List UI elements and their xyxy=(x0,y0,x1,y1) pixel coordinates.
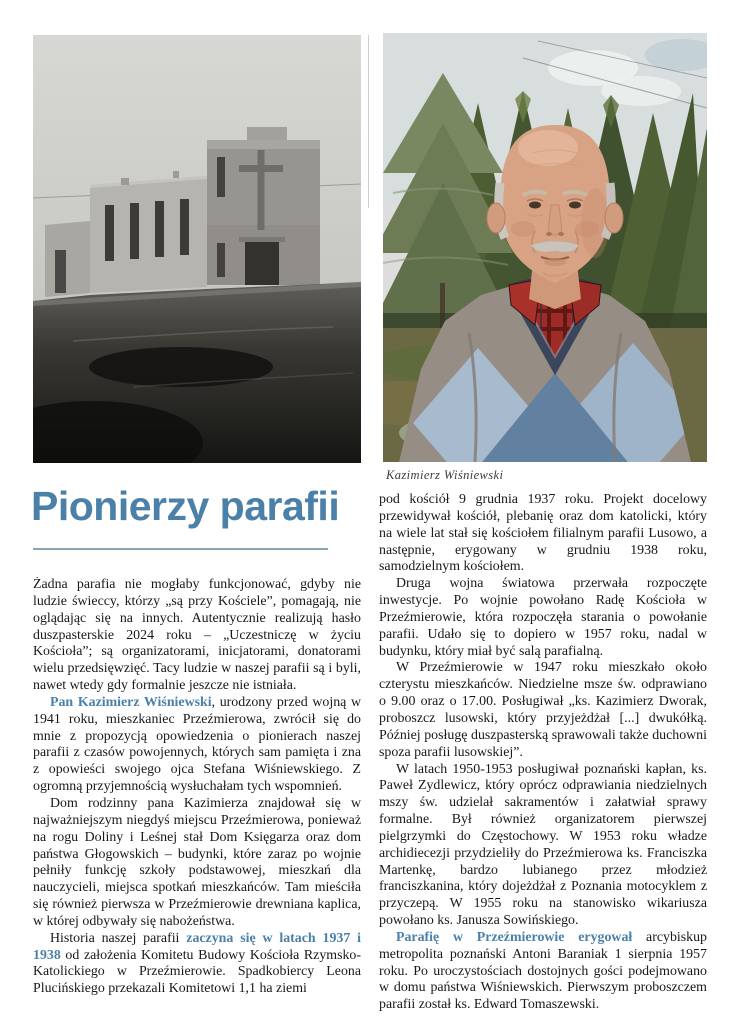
body-text: pod kościół 9 grudnia 1937 roku. Projekt docelowy przewidywał kościół, plebanię oraz dom katolicki, który na wiele lat stał się kościołem filialnym parafii Lusowo, a następnie, erygowany w grudniu 1938 roku, samodzielnym kościołem. xyxy=(379,492,707,575)
photo-caption: Kazimierz Wiśniewski xyxy=(386,468,504,482)
body-text: W Przeźmierowie w 1947 roku mieszkało około czterystu mieszkańców. Niedzielne msze św. odprawiano o 9.00 oraz o 17.00. Posługiwał „ks. Kazimierz Dworak, proboszcz lusowski, który przyjeżdżał [...] dwukółką. Później posługę duszpasterską sprawowali także duchowni spoza parafii lusowskiej”. xyxy=(379,660,707,760)
body-text: Druga wojna światowa przerwała rozpoczęte inwestycje. Po wojnie powołano Radę Kościoła w Przeźmierowie, która rozpoczęła starania o powołanie parafii. Udało się to dopiero w 1957 roku, nadal w budynku, który miał być salą parafialną. xyxy=(379,576,707,659)
photo-divider xyxy=(368,35,369,208)
body-text: od założenia Komitetu Budowy Kościoła Rzymsko-Katolickiego w Przeźmierowie. Spadkobiercy Leona Plucińskiego przekazali Komitetowi 1,1 ha ziemi xyxy=(33,947,361,997)
portrait-photo-illustration xyxy=(383,33,707,462)
body-text: Dom rodzinny pana Kazimierza znajdował się w najważniejszym niegdyś miejscu Przeźmierowa, ponieważ na rogu Doliny i Leśnej stał Dom Księgarza oraz dom państwa Głogowskich – budynki, które zaraz po wojnie pełniły funkcję szkoły podstawowej, mieszkań dla nauczycieli, miejsca spotkań mieszkańców. Tam mieściła się również pierwsza w Przeźmierowie drewniana kaplica, w której odbywały się nabożeństwa. xyxy=(33,795,361,929)
accent-text: Parafię w Przeźmierowie erygował xyxy=(396,929,633,945)
paragraph xyxy=(33,931,361,998)
paragraph xyxy=(33,796,361,931)
body-text: Żadna parafia nie mogłaby funkcjonować, gdyby nie ludzie świeccy, którzy „są przy Kościele”, pomagają, nie oglądając się na innych. Autentycznie realizują hasło duszpasterskie 2024 roku – „Uczestniczę w życiu Kościoła”; są organizatorami, inicjatorami, donatorami wielu przedsięwzięć. Tacy ludzie w naszej parafii są i byli, nawet wtedy gdy formalnie jeszcze nie istniała. xyxy=(33,577,361,694)
accent-text: Pan Kazimierz Wiśniewski xyxy=(50,694,212,710)
accent-text: zaczyna się w latach 1937 i 1938 xyxy=(33,930,361,963)
paragraph xyxy=(379,930,707,1014)
page-title: Pionierzy parafii xyxy=(31,483,340,529)
left-column xyxy=(33,577,361,1015)
body-text: W latach 1950-1953 posługiwał poznański kapłan, ks. Paweł Zydlewicz, który oprócz odprawiania niedzielnych mszy św. udzielał sakramentów i załatwiał sprawy formalne. Był również organizatorem pierwszej pielgrzymki do Częstochowy. W 1953 roku władze archidiecezji przydzieliły do Przeźmierowa ks. Franciszka Martenkę, bardzo lubianego przez młodzież franciszkanina, który dojeżdżał z Poznania motocyklem z przyczepą. W 1955 roku na stanowisko wikariusza powołano ks. Janusza Sowińskiego. xyxy=(379,761,707,929)
church-bw-photo xyxy=(33,35,361,463)
title-underline xyxy=(33,548,328,550)
body-text: arcybiskup metropolita poznański Antoni Baraniak 1 sierpnia 1957 roku. Po uroczystościach dostojnych gości podejmowano w domu państwa Wiśniewskich. Pierwszym proboszczem parafii został ks. Edward Tomaszewski. xyxy=(379,929,707,1013)
paragraph xyxy=(33,577,361,695)
paragraph xyxy=(379,762,707,930)
portrait-photo xyxy=(383,33,707,462)
church-photo-illustration xyxy=(33,35,361,463)
paragraph xyxy=(379,576,707,660)
right-column xyxy=(379,492,707,1018)
paragraph xyxy=(379,492,707,576)
body-text: Historia naszej parafii xyxy=(50,930,187,946)
body-text: , urodzony przed wojną w 1941 roku, mieszkaniec Przeźmierowa, zwrócił się do mnie z propozycją opowiedzenia o pionierach naszej parafii z czasów powojennych, których sam pamięta i zna z opowieści swojego ojca Stefana Wiśniewskiego. Z ogromną przyjemnością wysłuchałam tych wspomnień. xyxy=(33,694,361,795)
paragraph xyxy=(33,695,361,796)
paragraph xyxy=(379,660,707,761)
